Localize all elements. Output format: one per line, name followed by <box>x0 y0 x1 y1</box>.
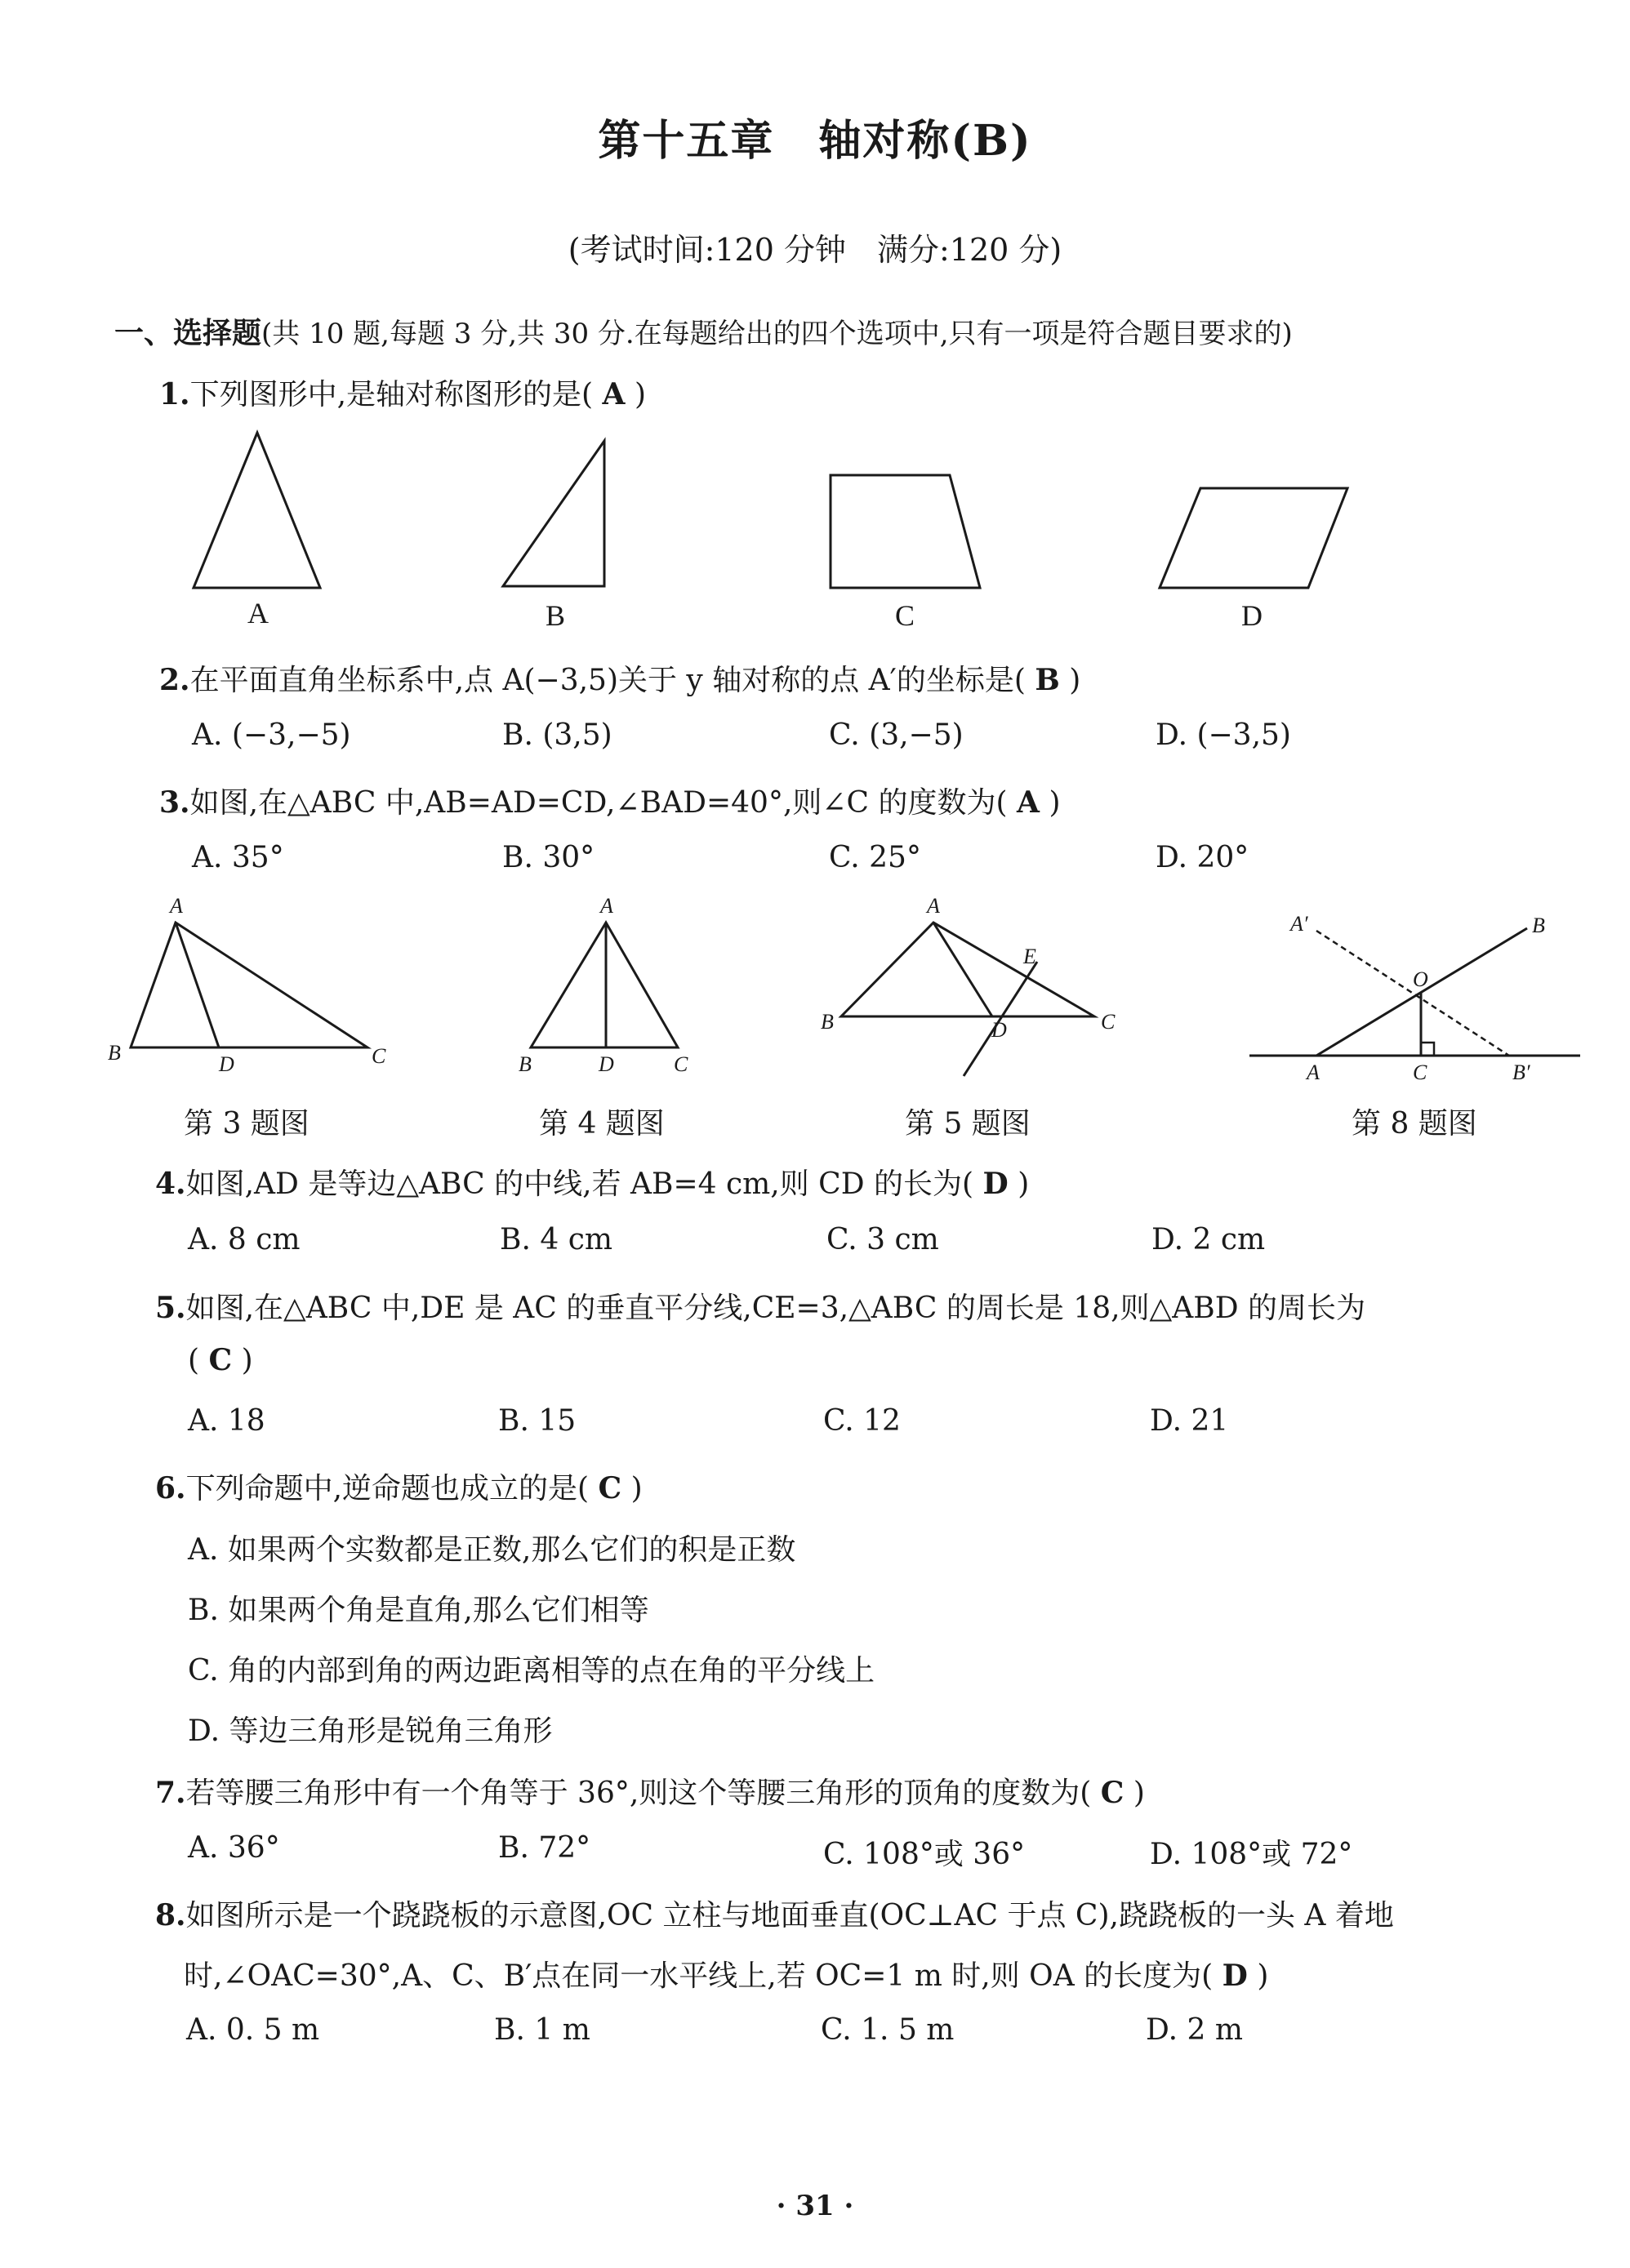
section-heading <box>114 310 1293 352</box>
q4-option-a: A. 8 cm <box>188 1223 301 1256</box>
question-8 <box>155 1892 1394 1934</box>
question-text: 如图所示是一个跷跷板的示意图,OC 立柱与地面垂直(OC⊥AC 于点 C),跷跷板的一头 A 着地 <box>185 1899 1394 1932</box>
answer: C <box>208 1343 233 1377</box>
q5-option-d: D. 21 <box>1150 1404 1229 1438</box>
question-number: 3. <box>159 785 190 820</box>
point-label: B <box>108 1041 121 1065</box>
q6-option-c: C. 角的内部到角的两边距离相等的点在角的平分线上 <box>188 1654 875 1688</box>
q8-option-c: C. 1. 5 m <box>821 2013 955 2047</box>
q8-option-b: B. 1 m <box>494 2013 590 2047</box>
question-text: 下列命题中,逆命题也成立的是( <box>185 1472 590 1505</box>
q2-option-b: B. (3,5) <box>502 718 612 752</box>
shape-label-c: C <box>895 599 915 632</box>
caption-fig3: 第 3 题图 <box>184 1107 310 1141</box>
paren: ) <box>241 1344 253 1377</box>
q3-option-c: C. 25° <box>829 841 921 874</box>
q4-option-d: D. 2 cm <box>1151 1223 1266 1256</box>
question-5 <box>155 1285 1365 1327</box>
parallelogram-shape <box>1160 488 1347 588</box>
point-label: A <box>927 894 940 918</box>
answer: A <box>602 377 626 411</box>
q8-option-a: A. 0. 5 m <box>186 2013 320 2047</box>
point-label: C <box>1413 1061 1427 1084</box>
point-label: D <box>219 1052 234 1076</box>
answer: D <box>982 1167 1009 1201</box>
answer: B <box>1035 663 1060 697</box>
caption-fig5: 第 5 题图 <box>905 1107 1031 1141</box>
q5-option-b: B. 15 <box>498 1404 577 1438</box>
question-4 <box>155 1161 1029 1203</box>
point-label: A <box>1307 1061 1320 1084</box>
paren: ) <box>1018 1167 1030 1201</box>
shape-label-a: A <box>247 597 269 629</box>
right-triangle-shape <box>503 441 604 586</box>
paren: ) <box>1257 1959 1269 1993</box>
question-number: 7. <box>155 1776 186 1810</box>
question-7 <box>155 1770 1145 1812</box>
figure-5 <box>821 894 1116 1076</box>
question-2 <box>159 657 1080 699</box>
q2-option-d: D. (−3,5) <box>1156 718 1291 752</box>
q5-option-a: A. 18 <box>188 1404 265 1438</box>
point-label: B <box>519 1052 532 1076</box>
figure-3 <box>108 894 386 1076</box>
question-1 <box>159 371 646 413</box>
q6-option-a: A. 如果两个实数都是正数,那么它们的积是正数 <box>188 1533 796 1567</box>
point-label: O <box>1413 967 1428 991</box>
question-text: 如图,在△ABC 中,AB=AD=CD,∠BAD=40°,则∠C 的度数为( <box>189 786 1008 820</box>
question-3 <box>159 780 1060 821</box>
q6-option-b: B. 如果两个角是直角,那么它们相等 <box>188 1594 649 1627</box>
caption-fig8: 第 8 题图 <box>1352 1107 1477 1141</box>
exam-info: (考试时间:120 分钟 满分:120 分) <box>568 232 1062 268</box>
point-label: D <box>599 1052 614 1076</box>
page-title: 第十五章 轴对称(B) <box>598 116 1032 166</box>
question-text: 下列图形中,是轴对称图形的是( <box>189 378 594 411</box>
question-5-answer-line <box>188 1343 253 1377</box>
point-label: E <box>1023 945 1036 968</box>
point-label: B <box>821 1010 834 1034</box>
q4-option-b: B. 4 cm <box>500 1223 612 1256</box>
paren: ) <box>630 1472 643 1505</box>
q7-option-c: C. 108°或 36° <box>823 1838 1026 1871</box>
q7-option-d: D. 108°或 72° <box>1150 1838 1353 1871</box>
question-text: 在平面直角坐标系中,点 A(−3,5)关于 y 轴对称的点 A′的坐标是( <box>189 664 1026 697</box>
question-number: 1. <box>159 377 190 411</box>
q1-shapes <box>0 425 1630 645</box>
point-label: C <box>1101 1010 1116 1034</box>
paren: ) <box>634 378 646 411</box>
figure-8 <box>1249 912 1580 1084</box>
page-number: · 31 · <box>776 2190 854 2222</box>
answer: C <box>598 1471 622 1505</box>
q7-option-b: B. 72° <box>498 1831 591 1865</box>
q6-option-d: D. 等边三角形是锐角三角形 <box>188 1714 553 1748</box>
question-text: 如图,在△ABC 中,DE 是 AC 的垂直平分线,CE=3,△ABC 的周长是 18,则△ABD 的周长为 <box>185 1292 1366 1325</box>
answer: A <box>1017 785 1040 820</box>
point-label: C <box>372 1044 386 1068</box>
question-number: 5. <box>155 1291 186 1325</box>
answer: C <box>1100 1776 1125 1810</box>
paren: ) <box>1133 1777 1145 1810</box>
q3-option-a: A. 35° <box>192 841 284 874</box>
question-text: 若等腰三角形中有一个角等于 36°,则这个等腰三角形的顶角的度数为( <box>185 1777 1092 1810</box>
paren: ( <box>188 1344 200 1377</box>
figure-4 <box>519 894 688 1076</box>
question-8-line2 <box>184 1953 1268 1995</box>
q3-option-d: D. 20° <box>1156 841 1249 874</box>
point-label: C <box>674 1052 688 1076</box>
q2-option-a: A. (−3,−5) <box>192 718 351 752</box>
point-label: B′ <box>1512 1061 1530 1084</box>
point-label: B <box>1532 914 1545 937</box>
q4-option-c: C. 3 cm <box>826 1223 939 1256</box>
caption-fig4: 第 4 题图 <box>539 1107 665 1141</box>
answer: D <box>1222 1959 1248 1993</box>
paren: ) <box>1049 786 1061 820</box>
point-label: D <box>991 1018 1007 1042</box>
question-number: 8. <box>155 1898 186 1932</box>
question-number: 6. <box>155 1471 186 1505</box>
q2-option-c: C. (3,−5) <box>829 718 964 752</box>
question-number: 4. <box>155 1167 186 1201</box>
isosceles-triangle-shape <box>194 433 320 588</box>
question-6 <box>155 1465 643 1507</box>
section-title: 一、选择题 <box>114 316 262 350</box>
figures-row <box>0 890 1630 1086</box>
q8-option-d: D. 2 m <box>1146 2013 1243 2047</box>
question-text: 时,∠OAC=30°,A、C、B′点在同一水平线上,若 OC=1 m 时,则 OA 的长度为( <box>184 1959 1214 1993</box>
q5-option-c: C. 12 <box>823 1404 901 1438</box>
shape-label-d: D <box>1241 599 1263 632</box>
q7-option-a: A. 36° <box>188 1831 280 1865</box>
point-label: A <box>170 894 183 918</box>
q3-option-b: B. 30° <box>502 841 595 874</box>
paren: ) <box>1069 664 1081 697</box>
shape-label-b: B <box>546 599 566 632</box>
point-label: A′ <box>1290 912 1308 936</box>
trapezoid-shape <box>831 475 980 588</box>
section-note: (共 10 题,每题 3 分,共 30 分.在每题给出的四个选项中,只有一项是符合题目要求的) <box>261 318 1293 350</box>
question-text: 如图,AD 是等边△ABC 的中线,若 AB=4 cm,则 CD 的长为( <box>185 1167 974 1201</box>
question-number: 2. <box>159 663 190 697</box>
point-label: A <box>600 894 613 918</box>
